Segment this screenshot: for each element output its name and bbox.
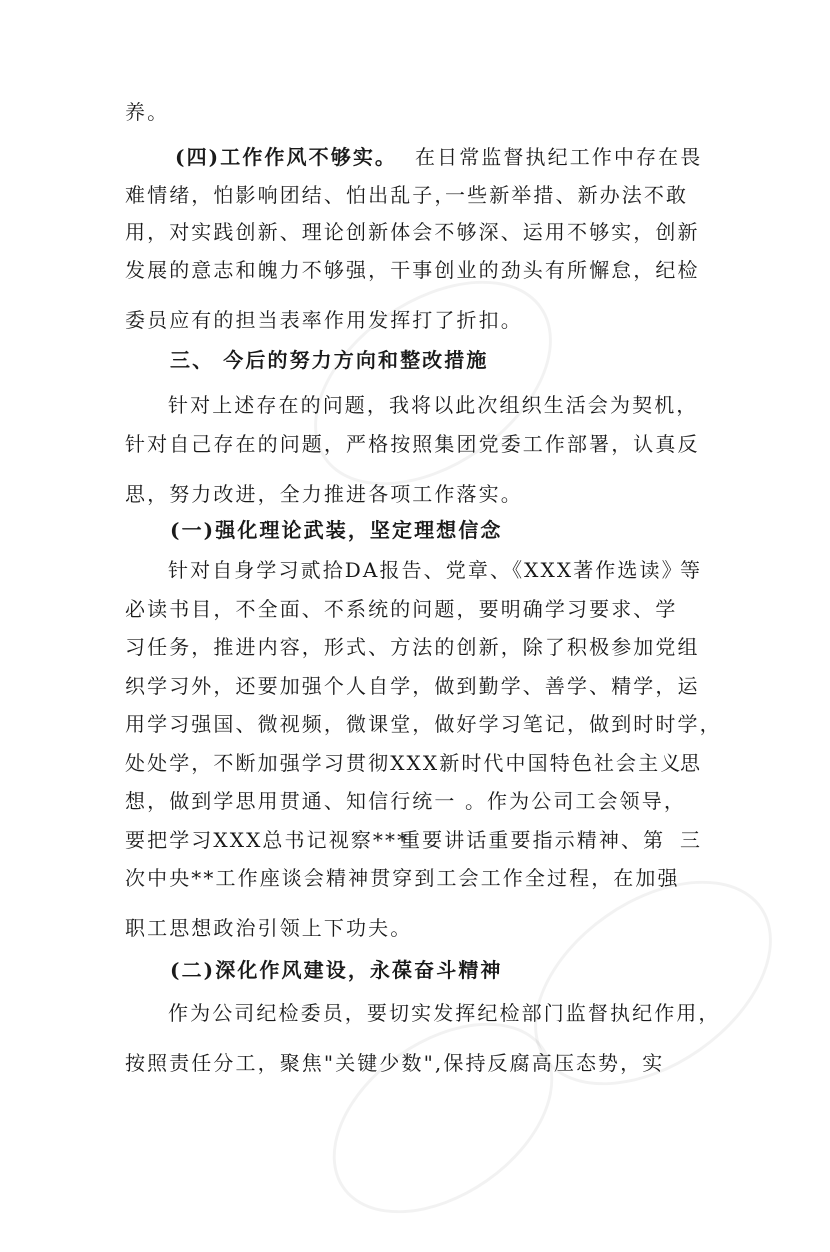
text-line: 处处学，不断加强学习贯彻XXX新时代中国特色社会主义 bbox=[125, 751, 683, 775]
text-line: 等 bbox=[680, 558, 703, 582]
text-line: 按照责任分工，聚焦"关键少数",保持反腐高压态势，实 bbox=[125, 1051, 665, 1075]
text-line: 一些新举措、新办法不敢 bbox=[445, 183, 689, 207]
text-line: 作为公司纪检委员，要切实发挥纪检部门监督执纪作用， bbox=[168, 1001, 721, 1025]
text-line: 三 bbox=[680, 828, 703, 852]
text-line: 针对自身学习贰拾DA报告、党章、《XXX著作选读》 bbox=[168, 558, 684, 582]
text-line: 重要讲话重要指示精神、第 bbox=[400, 828, 666, 852]
text-line: 习任务，推进内容，形式、方法的创新，除了积极参加党组 bbox=[125, 635, 700, 659]
text-line: 用，对实践创新、理论创新体会不够深、运用不够实，创新 bbox=[125, 220, 700, 244]
section-heading: (四)工作作风不够实。 bbox=[175, 145, 398, 169]
text-line: 在日常监督执纪工作中存在畏 bbox=[415, 145, 703, 169]
text-line: 思，努力改进，全力推进各项工作落实。 bbox=[125, 482, 523, 506]
text-line: 织学习外，还要加强个人自学，做到勤学、善学、精学，运 bbox=[125, 674, 700, 698]
text-line: 次中央**工作座谈会精神贯穿到工会工作全过程，在加强 bbox=[125, 866, 680, 890]
chapter-heading: 三、 今后的努力方向和整改措施 bbox=[170, 348, 489, 372]
text-line: 要把学习XXX总书记视察*** bbox=[125, 828, 410, 852]
text-line: 难情绪，怕影响团结、怕出乱子， bbox=[125, 183, 457, 207]
text-line: 用学习强国、微视频，微课堂，做好学习笔记，做到时时学， bbox=[125, 712, 722, 736]
text-line: 针对自己存在的问题，严格按照集团党委工作部署，认真反 bbox=[125, 432, 700, 456]
text-line: 必读书目，不全面、不系统的问题，要明确学习要求、学 bbox=[125, 597, 678, 621]
text-line: 职工思想政治引领上下功夫。 bbox=[125, 916, 413, 940]
text-line: 思 bbox=[680, 751, 703, 775]
text-line: 养。 bbox=[125, 100, 170, 124]
text-line: 发展的意志和魄力不够强，干事创业的劲头有所懈怠，纪检 bbox=[125, 258, 700, 282]
text-line: 针对上述存在的问题，我将以此次组织生活会为契机， bbox=[168, 393, 699, 417]
text-line: 委员应有的担当表率作用发挥打了折扣。 bbox=[125, 308, 523, 332]
section-heading: (二)深化作风建设，永葆奋斗精神 bbox=[170, 958, 503, 982]
section-heading: (一)强化理论武装，坚定理想信念 bbox=[170, 518, 503, 542]
text-line: 想，做到学思用贯通、知信行统一 。作为公司工会领导， bbox=[125, 789, 686, 813]
